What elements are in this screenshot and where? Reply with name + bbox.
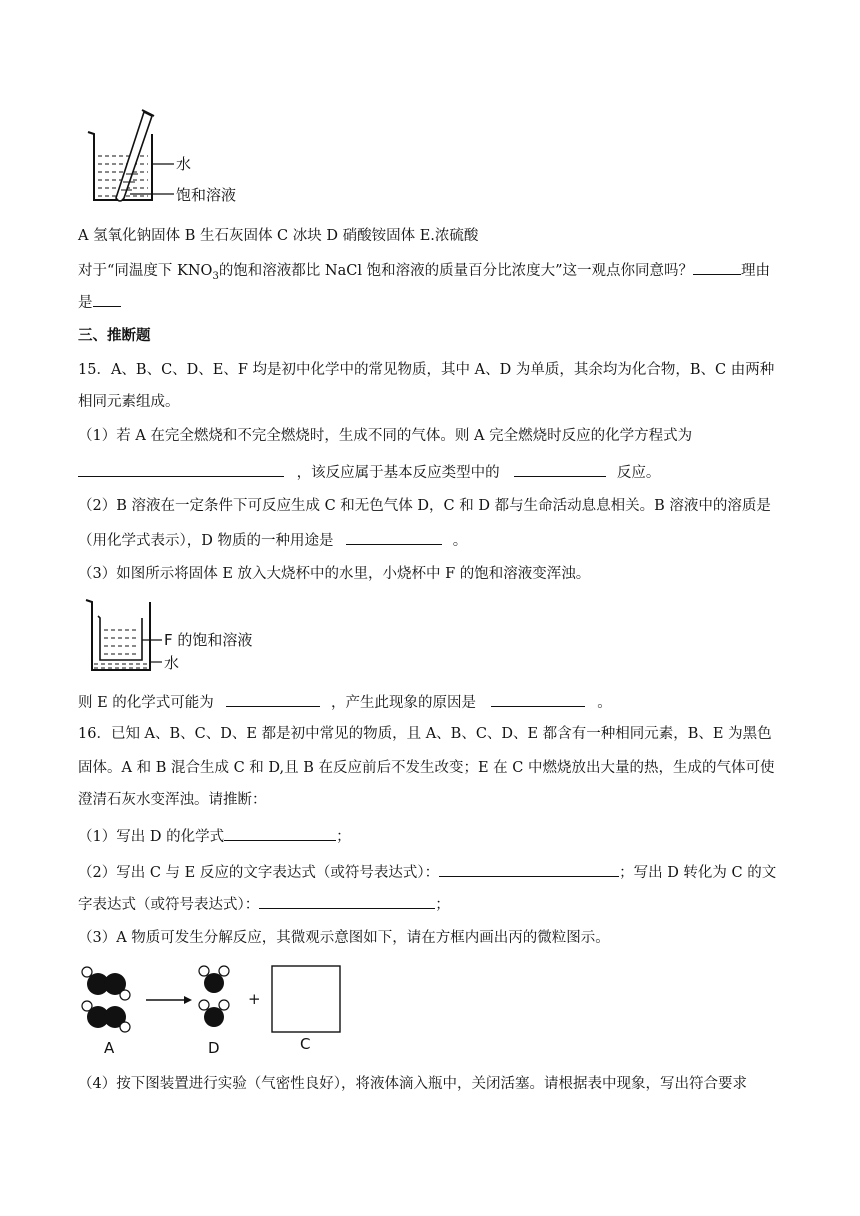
q15-part2-line2: [78, 528, 798, 551]
q15-part1-line2: [78, 460, 798, 483]
q15-part1-line1: （1）若 A 在完全燃烧和不完全燃烧时，生成不同的气体。则 A 完全燃烧时反应的化学方程式为: [78, 428, 693, 444]
q16-part1-a: （1）写出 D 的化学式: [78, 829, 225, 845]
q16-part2-b: ；写出 D 转化为 C 的文: [619, 865, 777, 881]
answer-blank[interactable]: [693, 258, 741, 275]
q16-part1-end: ；: [336, 829, 351, 845]
answer-blank[interactable]: [346, 528, 442, 545]
q16-part2-line1: [78, 860, 798, 883]
kno3-text-c: 理由: [741, 263, 771, 279]
nested-beaker-figure: [84, 596, 274, 676]
answer-blank[interactable]: [78, 460, 284, 477]
answer-blank[interactable]: [226, 690, 320, 707]
fig2-water-label: 水: [164, 654, 180, 672]
fig1-solution-label: 饱和溶液: [176, 186, 237, 204]
molecule-a-top: [82, 967, 130, 1000]
kno3-question-line2: [78, 290, 798, 313]
q15-part1-mid: ，该反应属于基本反应类型中的: [296, 465, 500, 481]
molecule-d-bottom: [199, 1000, 229, 1027]
q16-part2-line2: [78, 892, 798, 915]
q15-part3-line1: （3）如图所示将固体 E 放入大烧杯中的水里，小烧杯中 F 的饱和溶液变浑浊。: [78, 566, 591, 582]
q15-part2-a: （用化学式表示），D 物质的一种用途是: [78, 533, 334, 549]
q16-part3: （3）A 物质可发生分解反应，其微观示意图如下，请在方框内画出丙的微粒图示。: [78, 930, 610, 946]
kno3-text-b: 的饱和溶液都比 NaCl 饱和溶液的质量百分比浓度大”这一观点你同意吗？: [218, 263, 694, 279]
answer-blank[interactable]: [224, 824, 336, 841]
q16-part2-c: 字表达式（或符号表达式）：: [78, 897, 260, 913]
q15-stem-line1: 15．A、B、C、D、E、F 均是初中化学中的常见物质，其中 A、D 为单质，其余均为化合物，B、C 由两种: [78, 362, 775, 378]
kno3-subscript: 3: [212, 270, 219, 282]
q15-part3-a: 则 E 的化学式可能为: [78, 695, 214, 711]
section-title: 三、推断题: [78, 327, 151, 344]
molecule-d-top: [199, 966, 229, 993]
q15-stem-line2: 相同元素组成。: [78, 394, 180, 410]
drawing-answer-box[interactable]: [272, 966, 340, 1032]
fig3-label-a: A: [104, 1039, 115, 1057]
fig3-label-d: D: [208, 1039, 220, 1057]
q15-part3-line2: [78, 690, 798, 713]
kno3-text-a: 对于“同温度下 KNO: [78, 263, 213, 279]
q16-part2-end: ；: [435, 897, 450, 913]
q15-part2-line1: （2）B 溶液在一定条件下可反应生成 C 和无色气体 D，C 和 D 都与生命活动息息相关。B 溶液中的溶质是: [78, 498, 771, 514]
q16-part4: （4）按下图装置进行实验（气密性良好），将液体滴入瓶中，关闭活塞。请根据表中现象，写出符合要求: [78, 1076, 747, 1092]
answer-blank[interactable]: [93, 290, 121, 307]
q16-stem-line3: 澄清石灰水变浑浊。请推断：: [78, 792, 267, 808]
q16-part1: [78, 824, 798, 847]
answer-blank[interactable]: [514, 460, 606, 477]
fig3-plus: +: [248, 990, 261, 1008]
q16-stem-line2: 固体。A 和 B 混合生成 C 和 D,且 B 在反应前后不发生改变；E 在 C 中燃烧放出大量的热，生成的气体可使: [78, 760, 775, 776]
options-line: A 氢氧化钠固体 B 生石灰固体 C 冰块 D 硝酸铵固体 E.浓硫酸: [78, 228, 479, 244]
answer-blank[interactable]: [259, 892, 435, 909]
kno3-question: [78, 258, 798, 281]
fig2-solution-label: F 的饱和溶液: [164, 631, 253, 649]
kno3-text-d: 是: [78, 295, 93, 311]
fig3-label-c: C: [300, 1035, 311, 1053]
q16-part2-a: （2）写出 C 与 E 反应的文字表达式（或符号表达式）：: [78, 865, 440, 881]
q16-stem-line1: 16．已知 A、B、C、D、E 都是初中常见的物质，且 A、B、C、D、E 都含有一种相同元素，B、E 为黑色: [78, 726, 772, 742]
beaker-testtube-figure: [86, 108, 256, 208]
fig1-water-label: 水: [176, 155, 192, 173]
molecule-reaction-figure: [78, 962, 358, 1058]
q15-part3-mid: ，产生此现象的原因是: [331, 695, 477, 711]
molecule-a-bottom: [82, 1001, 130, 1032]
answer-blank[interactable]: [491, 690, 585, 707]
answer-blank[interactable]: [439, 860, 619, 877]
q15-part2-end: 。: [452, 533, 468, 549]
q15-part1-end: 反应。: [616, 465, 661, 481]
q15-part3-end: 。: [597, 695, 612, 711]
